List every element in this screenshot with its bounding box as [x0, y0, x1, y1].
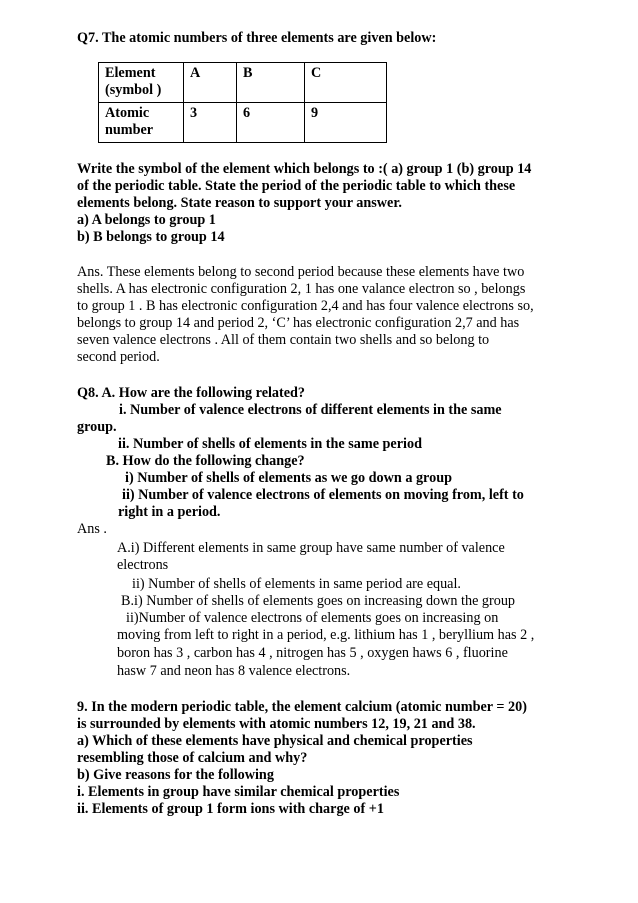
q8-heading: Q8. A. How are the following related?	[77, 385, 306, 401]
table-cell	[99, 103, 184, 143]
q9-line: b) Give reasons for the following	[77, 767, 274, 783]
q8-answer-line: ii) Number of shells of elements in same period are equal.	[132, 576, 461, 592]
q8-answer-line: B.i) Number of shells of elements goes on increasing down the group	[121, 593, 516, 609]
q8-line: B. How do the following change?	[106, 453, 305, 469]
q7-question-line: elements belong. State reason to support your answer.	[77, 195, 402, 211]
cell-text: Element	[105, 65, 156, 81]
q7-answer-line: shells. A has electronic configuration 2, 1 has one valance electron so , belongs	[77, 281, 526, 297]
q8-line: group.	[77, 419, 117, 435]
q7-title: Q7. The atomic numbers of three elements are given below:	[77, 30, 437, 46]
q8-line: i) Number of shells of elements as we go down a group	[125, 470, 452, 486]
table-cell: B	[237, 63, 305, 103]
q7-question-line: a) A belongs to group 1	[77, 212, 216, 228]
q7-question-line: b) B belongs to group 14	[77, 229, 225, 245]
q8-answer-label: Ans .	[77, 521, 107, 537]
table-cell: A	[184, 63, 237, 103]
q7-question-line: Write the symbol of the element which belongs to :( a) group 1 (b) group 14	[77, 161, 532, 177]
table-row	[99, 63, 387, 103]
q8-answer-line: hasw 7 and neon has 8 valence electrons.	[117, 663, 351, 679]
q9-line: a) Which of these elements have physical and chemical properties	[77, 733, 473, 749]
cell-text: (symbol )	[105, 82, 162, 98]
table-cell: 3	[184, 103, 237, 143]
q8-line: right in a period.	[118, 504, 221, 520]
cell-text: number	[105, 122, 154, 138]
q7-question-line: of the periodic table. State the period of the periodic table to which these	[77, 178, 516, 194]
q9-line: ii. Elements of group 1 form ions with charge of +1	[77, 801, 384, 817]
q8-answer-line: electrons	[117, 557, 169, 573]
table-cell: 6	[237, 103, 305, 143]
q8-answer-line: A.i) Different elements in same group have same number of valence	[117, 540, 505, 556]
q8-line: i. Number of valence electrons of different elements in the same	[119, 402, 502, 418]
q8-line: ii) Number of valence electrons of elements on moving from, left to	[122, 487, 524, 503]
table-row	[99, 103, 387, 143]
table-cell: 9	[305, 103, 387, 143]
q9-line: is surrounded by elements with atomic numbers 12, 19, 21 and 38.	[77, 716, 476, 732]
q8-answer-line: ii)Number of valence electrons of elements goes on increasing on	[126, 610, 499, 626]
q7-answer-line: seven valence electrons . All of them contain two shells and so belong to	[77, 332, 490, 348]
q7-answer-line: to group 1 . B has electronic configuration 2,4 and has four valence electrons so,	[77, 298, 534, 314]
elements-table	[98, 62, 387, 143]
table-cell: C	[305, 63, 387, 103]
q9-line: i. Elements in group have similar chemical properties	[77, 784, 400, 800]
q9-line: resembling those of calcium and why?	[77, 750, 308, 766]
q9-line: 9. In the modern periodic table, the element calcium (atomic number = 20)	[77, 699, 527, 715]
cell-text: Atomic	[105, 105, 150, 121]
q7-answer-line: Ans. These elements belong to second period because these elements have two	[77, 264, 525, 280]
q8-answer-line: boron has 3 , carbon has 4 , nitrogen has 5 , oxygen haws 6 , fluorine	[117, 645, 508, 661]
table-cell	[99, 63, 184, 103]
q8-line: ii. Number of shells of elements in the same period	[118, 436, 422, 452]
q7-answer-line: second period.	[77, 349, 160, 365]
q8-answer-line: moving from left to right in a period, e.g. lithium has 1 , beryllium has 2 ,	[117, 627, 535, 643]
q7-answer-line: belongs to group 14 and period 2, ‘C’ has electronic configuration 2,7 and has	[77, 315, 520, 331]
